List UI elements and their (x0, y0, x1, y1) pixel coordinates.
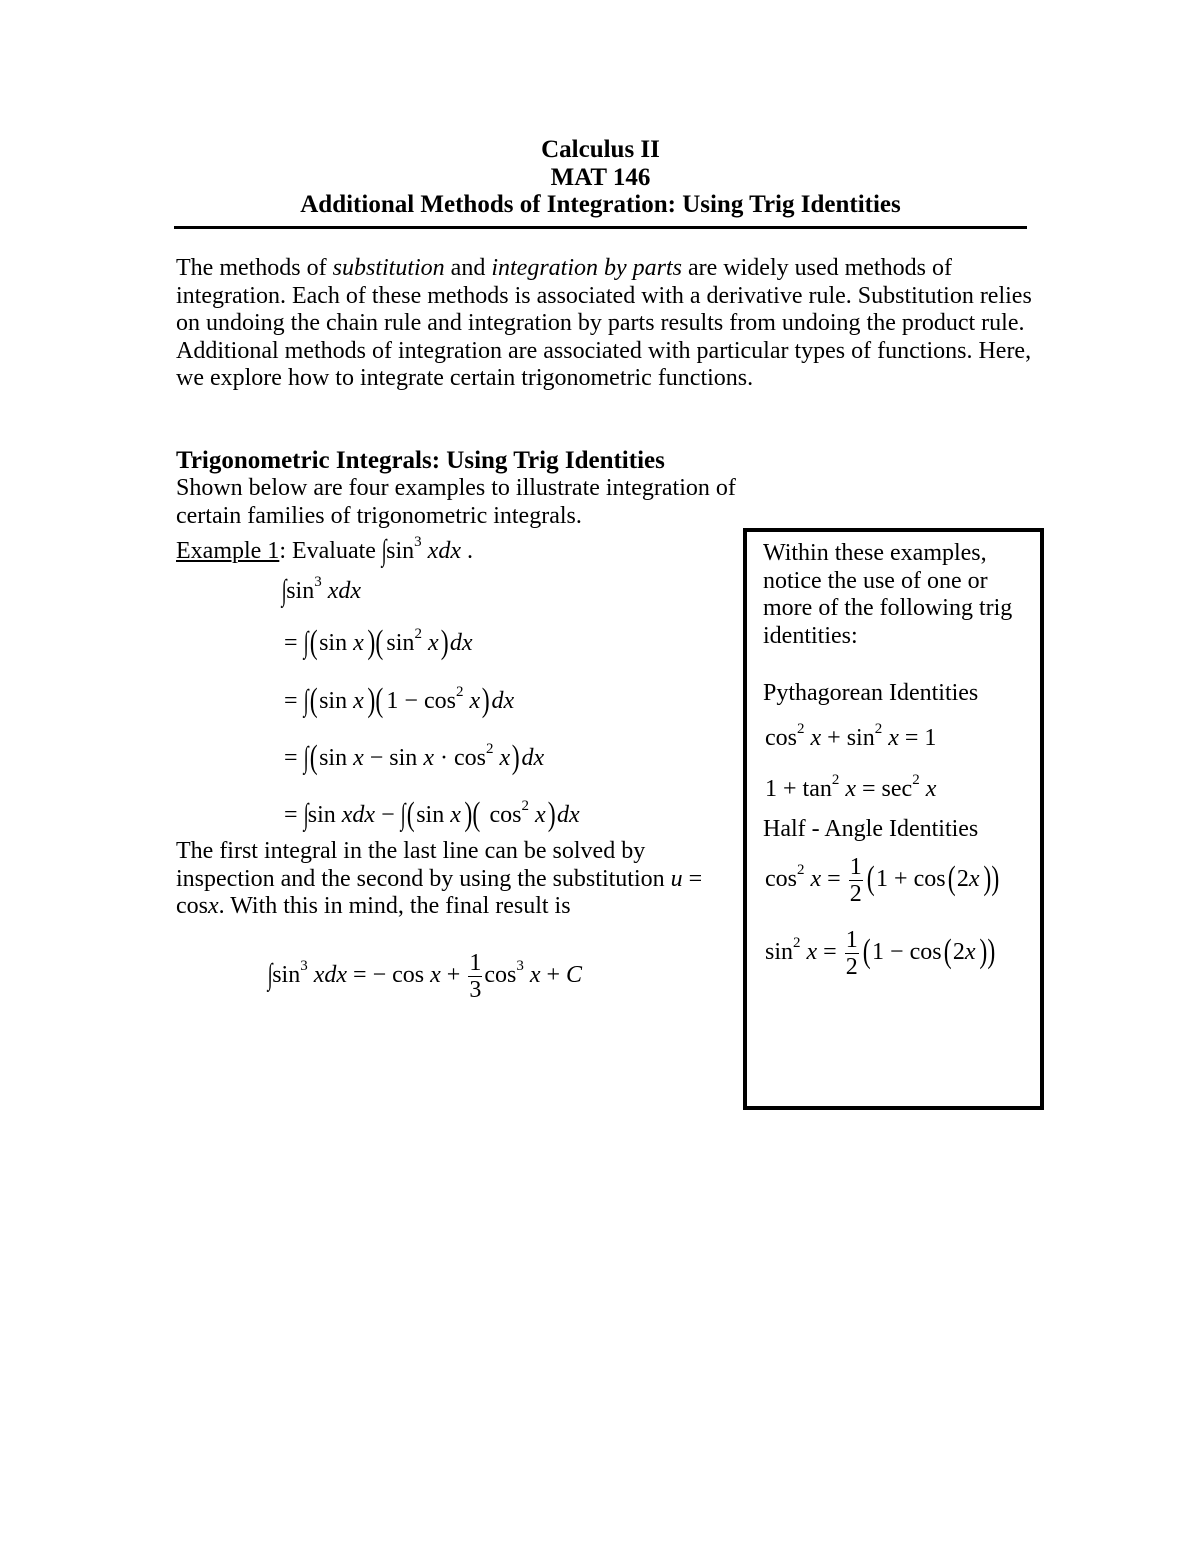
example-1-explanation: The first integral in the last line can be solved by inspection and the second by using the substitution u = cosx. With this in mind, the final result is (176, 838, 703, 919)
intro-paragraph: The methods of substitution and integration by parts are widely used methods of integration. Each of these methods is associated with a derivative rule. Substitution relies on undoing the chain rule and integration by parts results from undoing the product rule. Additional methods of integration are associated with particular types of functions. Here, we explore how to integrate certain trigonometric functions. (176, 255, 1032, 391)
sidebar-intro: Within these examples, notice the use of one or more of the following trig identities: (763, 540, 1013, 649)
fraction-one-third: $\frac{1}{3}$ (469, 950, 482, 1003)
step-1: = ∫(sin x)( $\sin^2 x)dx$ (284, 624, 473, 661)
document-header (174, 136, 1027, 219)
example-1-prompt: Example 1: Evaluate $\int\sin^3$ xdx . (176, 534, 473, 567)
example-1-label: Example 1 (176, 538, 280, 564)
identity-half-angle-sin: $\sin^2 x$ = $\frac{1}{2}$ (1 − cos(2x)) (765, 927, 995, 980)
example-1-integral: $\int\sin^3$ xdx . (381, 534, 473, 567)
course-title: Calculus II (541, 136, 660, 163)
identities-sidebar (743, 528, 1044, 1110)
step-0: $\int\sin^3$ xdx (281, 574, 362, 607)
section-title: Trigonometric Integrals: Using Trig Identities (176, 447, 665, 474)
final-result: $\int\sin^3$ xdx = − cos x + $\frac{1}{3}$ $\cos^3 x + C$ (267, 950, 583, 1003)
pythagorean-title: Pythagorean Identities (763, 680, 979, 706)
step-2: = ∫(sin x)( $1 - \cos^2 x)dx$ (284, 682, 515, 719)
identity-pythagorean-2: $1 + \tan^2 x = \sec^2 x$ (765, 772, 937, 802)
step-3: = ∫(sin $x - \sin x \cdot \cos^2 x)dx$ (284, 739, 545, 776)
half-angle-title: Half - Angle Identities (763, 816, 979, 842)
identity-pythagorean-1: $\cos^2 x + \sin^2 x = 1$ (765, 721, 937, 751)
term-substitution: substitution (332, 255, 445, 281)
identity-half-angle-cos: $\cos^2 x$ = $\frac{1}{2}$ (1 + cos(2x)) (765, 854, 999, 907)
term-integration-by-parts: integration by parts (491, 255, 682, 281)
topic-title: Additional Methods of Integration: Using Trig Identities (300, 191, 901, 218)
course-code: MAT 146 (550, 163, 651, 191)
section-description: Shown below are four examples to illustrate integration of certain families of trigonometric integrals. (176, 475, 736, 529)
step-4: = ∫sin xdx − ∫(sin x)( $\cos^2 x)dx$ (284, 796, 580, 833)
header-rule (174, 226, 1027, 229)
